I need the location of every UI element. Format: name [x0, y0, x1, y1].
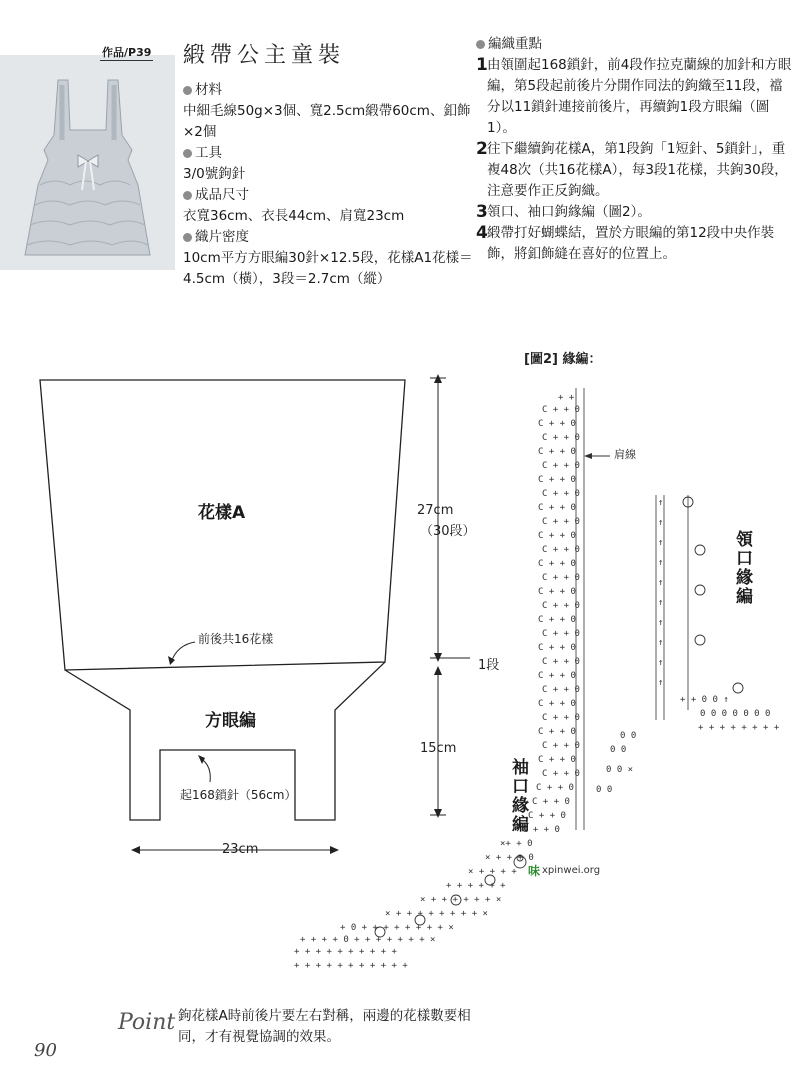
dress-illustration — [0, 55, 175, 270]
sleeve-corner-stitches — [294, 839, 534, 971]
gauge-heading: 織片密度 — [183, 227, 473, 248]
svg-text:C + + 0: C + + 0 — [542, 741, 580, 751]
svg-text:C + + 0: C + + 0 — [542, 657, 580, 667]
svg-text:+ + + + + + + + + + +: + + + + + + + + + + + — [294, 961, 408, 971]
svg-text:C + + 0: C + + 0 — [542, 573, 580, 583]
svg-text:C + + 0: C + + 0 — [542, 433, 580, 443]
pattern-a-label: 花樣A — [198, 503, 246, 523]
tools-heading: 工具 — [183, 143, 473, 164]
svg-text:↑: ↑ — [658, 598, 664, 608]
width-dimension: 23cm — [222, 842, 259, 857]
note-step — [476, 139, 796, 202]
tools-text: 3/0號鉤針 — [183, 166, 246, 182]
shoulder-line-label: 肩線 — [614, 448, 636, 461]
size-heading: 成品尺寸 — [183, 185, 473, 206]
point-label: Point — [118, 1010, 176, 1035]
svg-text:0 0 0 0 0 0 0: 0 0 0 0 0 0 0 — [700, 709, 771, 719]
svg-text:× + + + + + + ×: × + + + + + + × — [420, 895, 502, 905]
point-text: 鉤花樣A時前後片要左右對稱，兩邊的花樣數要相同，才有視覺協調的效果。 — [178, 1008, 471, 1045]
svg-text:↑: ↑ — [658, 618, 664, 628]
note-step — [476, 202, 796, 223]
svg-text:↑: ↑ — [658, 658, 664, 668]
materials-section — [183, 80, 473, 290]
svg-text:0 0: 0 0 — [620, 731, 637, 741]
svg-text:C + + 0: C + + 0 — [542, 545, 580, 555]
svg-text:↑: ↑ — [658, 538, 664, 548]
svg-text:C + + 0: C + + 0 — [542, 685, 580, 695]
step-number: 4 — [476, 223, 488, 243]
product-badge: 作品/P39 — [102, 46, 152, 59]
step-text: 往下繼續鉤花樣A，第1段鉤「1短針、5鎖針」，重複48次（共16花樣A），每3段1花樣，共鉤30段，注意要作正反鉤織。 — [487, 141, 788, 199]
svg-text:× + + + 0: × + + + 0 — [485, 853, 534, 863]
svg-text:C + + 0: C + + 0 — [538, 587, 576, 597]
neck-edge-label: 領口緣編 — [732, 530, 752, 606]
figure2-title: [圖2] 緣編： — [524, 352, 602, 367]
svg-text:↑: ↑ — [658, 638, 664, 648]
svg-text:C + + 0: C + + 0 — [538, 419, 576, 429]
svg-text:C + + 0: C + + 0 — [538, 671, 576, 681]
svg-text:C + + 0: C + + 0 — [536, 783, 574, 793]
neck-edge-column — [656, 495, 743, 720]
svg-text:C + + 0: C + + 0 — [538, 559, 576, 569]
svg-text:C + + 0: C + + 0 — [538, 699, 576, 709]
sleeve-edge-label: 袖口緣編 — [508, 758, 528, 834]
svg-text:C + + 0: C + + 0 — [542, 405, 580, 415]
svg-text:↑: ↑ — [658, 578, 664, 588]
notes-heading: 編織重點 — [476, 34, 796, 55]
pattern-a-count: 前後共16花樣 — [198, 632, 274, 646]
svg-text:+ + + + + + + +: + + + + + + + + — [698, 723, 780, 733]
page-number: 90 — [34, 1040, 57, 1061]
step-number: 1 — [476, 55, 488, 75]
materials-heading: 材料 — [183, 80, 473, 101]
product-photo — [0, 55, 175, 270]
note-step — [476, 55, 796, 139]
svg-text:× + + + + + + + + ×: × + + + + + + + + × — [385, 909, 488, 919]
svg-text:C + + 0: C + + 0 — [538, 531, 576, 541]
step-text: 領口、袖口鉤緣編（圖2）。 — [487, 204, 651, 220]
svg-text:0 0: 0 0 — [610, 745, 627, 755]
svg-text:C + + 0: C + + 0 — [538, 615, 576, 625]
svg-text:+ + + + 0 + + + + + + + ×: + + + + 0 + + + + + + + × — [300, 935, 436, 945]
svg-text:C + + 0: C + + 0 — [522, 825, 560, 835]
svg-text:C + + 0: C + + 0 — [542, 769, 580, 779]
sleeve-edge-column — [522, 388, 584, 835]
step-number: 3 — [476, 202, 488, 222]
svg-text:C + + 0: C + + 0 — [542, 517, 580, 527]
materials-text: 中細毛線50g×3個、寬2.5cm緞帶60cm、釦飾×2個 — [183, 103, 471, 140]
svg-text:C + + 0: C + + 0 — [528, 811, 566, 821]
svg-text:C + + 0: C + + 0 — [542, 629, 580, 639]
svg-text:+ + 0 0 ↑: + + 0 0 ↑ — [680, 695, 729, 705]
watermark — [528, 862, 600, 879]
svg-text:+ + + + + +: + + + + + + — [446, 881, 506, 891]
svg-text:C + + 0: C + + 0 — [538, 755, 576, 765]
one-row-label: 1段 — [478, 658, 500, 673]
svg-text:0 0 ×: 0 0 × — [606, 765, 634, 775]
svg-text:0 0: 0 0 — [596, 785, 613, 795]
knitting-notes — [476, 34, 796, 265]
svg-text:C + + 0: C + + 0 — [538, 727, 576, 737]
svg-text:↑: ↑ — [658, 558, 664, 568]
svg-text:×+ + 0: ×+ + 0 — [500, 839, 533, 849]
edging-chart — [280, 380, 800, 980]
step-number: 2 — [476, 139, 488, 159]
svg-text:C + + 0: C + + 0 — [542, 601, 580, 611]
yoke-dimension: 15cm — [420, 741, 457, 756]
svg-text:C + + 0: C + + 0 — [532, 797, 570, 807]
svg-text:C + + 0: C + + 0 — [542, 713, 580, 723]
svg-text:C + + 0: C + + 0 — [538, 503, 576, 513]
rows-dimension: （30段） — [420, 524, 476, 539]
step-text: 由領圍起168鎖針，前4段作拉克蘭線的加針和方眼編，第5段起前後片分開作同法的鉤織至11段，襠分以11鎖針連接前後片，再續鉤1段方眼編（圖1）。 — [487, 57, 792, 136]
size-text: 衣寬36cm、衣長44cm、肩寬23cm — [183, 208, 405, 224]
step-text: 緞帶打好蝴蝶結，置於方眼編的第12段中央作裝飾，將釦飾縫在喜好的位置上。 — [487, 225, 775, 262]
svg-text:C + + 0: C + + 0 — [538, 447, 576, 457]
start-chain-note: 起168鎖針（56cm） — [180, 788, 297, 802]
svg-text:C + + 0: C + + 0 — [542, 489, 580, 499]
svg-text:C + + 0: C + + 0 — [542, 461, 580, 471]
mesh-label: 方眼編 — [205, 711, 256, 731]
product-title: 緞帶公主童裝 — [183, 43, 346, 68]
watermark-logo: 味 — [528, 864, 541, 878]
svg-text:+ +: + + — [558, 393, 575, 403]
svg-text:C + + 0: C + + 0 — [538, 475, 576, 485]
svg-text:× + + + +: × + + + + — [468, 867, 517, 877]
svg-text:↑: ↑ — [658, 678, 664, 688]
watermark-text: xpinwei.org — [542, 865, 601, 876]
svg-text:↑: ↑ — [658, 518, 664, 528]
gauge-text: 10cm平方方眼編30針×12.5段，花樣A1花樣＝4.5cm（橫），3段＝2.7cm（縱） — [183, 250, 473, 287]
svg-text:C + + 0: C + + 0 — [538, 643, 576, 653]
svg-text:+ + + + + + + + + +: + + + + + + + + + + — [294, 947, 397, 957]
svg-text:↑: ↑ — [658, 498, 664, 508]
note-step — [476, 223, 796, 265]
svg-text:+ 0 + + + + + + + + ×: + 0 + + + + + + + + × — [340, 923, 454, 933]
length-dimension: 27cm — [417, 503, 454, 518]
